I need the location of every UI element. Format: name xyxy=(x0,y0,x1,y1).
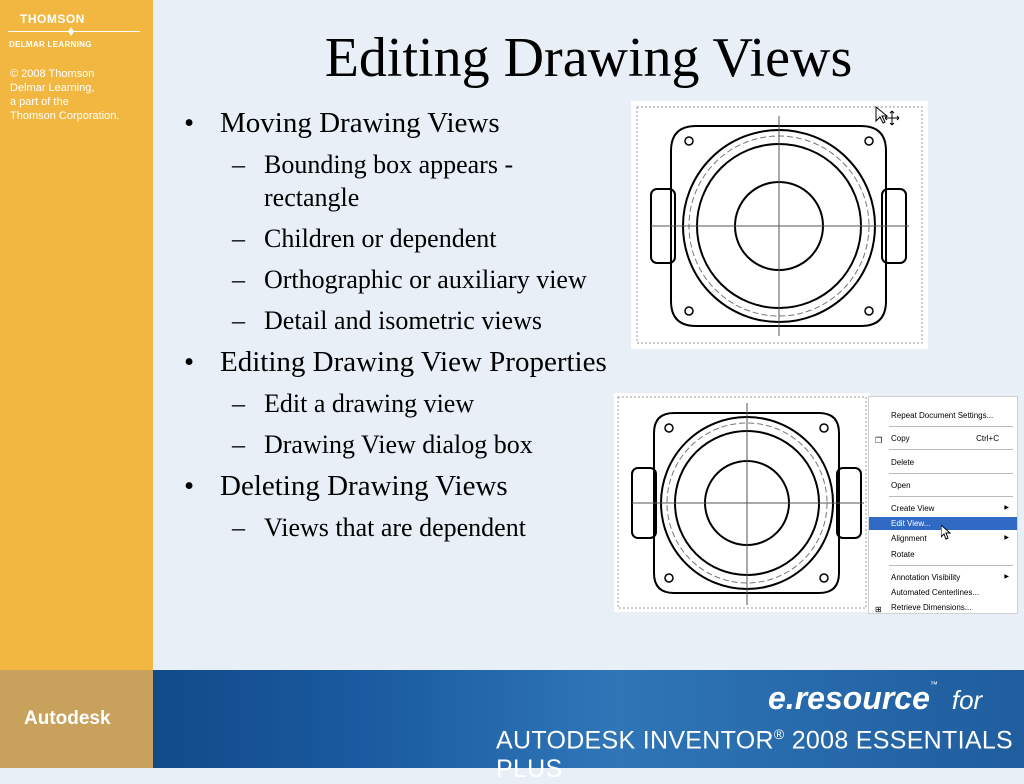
drawing-view-figure-move xyxy=(631,101,928,349)
bolt-hole xyxy=(665,424,673,432)
dimension-icon: ⊞ xyxy=(875,605,882,614)
menu-item-label: Edit View... xyxy=(891,519,931,528)
copyright-line: Delmar Learning, xyxy=(10,82,95,94)
eresource-logo xyxy=(768,680,982,717)
menu-separator xyxy=(889,496,1013,497)
menu-item-shortcut: Ctrl+C xyxy=(976,434,999,443)
menu-item-automated-centerlines[interactable] xyxy=(869,586,1017,599)
sub-bullet-text: Detail and isometric views xyxy=(264,306,542,335)
drawing-view-figure-edit xyxy=(614,393,870,612)
menu-item-repeat-document-settings[interactable] xyxy=(869,409,1017,422)
menu-item-create-view[interactable] xyxy=(869,502,1017,515)
copy-icon: ❐ xyxy=(875,436,883,445)
registered-symbol: ® xyxy=(773,726,785,742)
logo-diamond-icon xyxy=(68,27,74,36)
move-cursor-icon xyxy=(876,107,899,125)
bullet-item: • Editing Drawing View Properties xyxy=(184,345,614,379)
bullet-item: • Moving Drawing Views xyxy=(184,106,614,140)
menu-item-label: Annotation Visibility xyxy=(891,573,961,582)
bolt-hole xyxy=(820,574,828,582)
sub-bullet-item: – Edit a drawing view xyxy=(232,389,475,418)
menu-item-label: Create View xyxy=(891,504,935,513)
bolt-hole xyxy=(865,137,873,145)
menu-item-label: Open xyxy=(891,481,911,490)
menu-separator xyxy=(889,473,1013,474)
sidebar-panel xyxy=(0,0,153,670)
copyright-line: Thomson Corporation. xyxy=(10,110,120,122)
menu-item-open[interactable] xyxy=(869,479,1017,492)
menu-item-delete[interactable] xyxy=(869,456,1017,469)
sub-bullet-item: – Drawing View dialog box xyxy=(232,430,533,459)
footer-banner xyxy=(0,670,1024,784)
menu-item-label: Repeat Document Settings... xyxy=(891,411,994,420)
bolt-hole xyxy=(685,307,693,315)
bullet-list xyxy=(184,98,614,544)
product-name: AUTODESK INVENTOR xyxy=(496,726,774,755)
bolt-hole xyxy=(685,137,693,145)
sub-bullet-item: – Orthographic or auxiliary view xyxy=(232,265,587,294)
product-title xyxy=(496,726,1024,784)
sub-bullet-text: Drawing View dialog box xyxy=(264,430,533,459)
menu-item-label: Automated Centerlines... xyxy=(891,588,980,597)
drawing-view-move-svg xyxy=(631,101,928,349)
menu-item-label: Retrieve Dimensions... xyxy=(891,603,972,612)
bullet-item: • Deleting Drawing Views xyxy=(184,469,614,503)
eresource-for: for xyxy=(951,685,983,715)
submenu-arrow-icon: ▶ xyxy=(1004,505,1009,511)
drawing-view-edit-svg xyxy=(614,393,870,612)
autodesk-logo: Autodesk xyxy=(24,708,111,729)
menu-separator xyxy=(889,426,1013,427)
eresource-wordmark: e.resource xyxy=(768,680,930,716)
menu-item-retrieve-dimensions[interactable] xyxy=(869,601,1017,614)
bolt-hole xyxy=(820,424,828,432)
sub-bullet-item: – Children or dependent xyxy=(232,224,497,253)
context-menu xyxy=(868,396,1018,614)
mouse-pointer-icon xyxy=(941,525,951,541)
logo-divider xyxy=(8,31,140,32)
menu-item-rotate[interactable] xyxy=(869,548,1017,561)
menu-item-copy[interactable] xyxy=(869,432,1017,445)
submenu-arrow-icon: ▶ xyxy=(1004,574,1009,580)
copyright-line: a part of the xyxy=(10,96,69,108)
sub-bullet-text: Views that are dependent xyxy=(264,513,526,542)
sub-bullet-item: – Detail and isometric views xyxy=(232,306,542,335)
copyright-line: © 2008 Thomson xyxy=(10,68,95,80)
sub-bullet-text: Bounding box appears - rectangle xyxy=(264,150,514,212)
bolt-hole xyxy=(865,307,873,315)
trademark-symbol: ™ xyxy=(929,680,938,689)
sub-bullet-item: – Views that are dependent xyxy=(232,513,526,542)
slide-title: Editing Drawing Views xyxy=(324,27,853,89)
menu-item-label: Delete xyxy=(891,458,915,467)
sub-bullet-item: – Bounding box appears - rectangle xyxy=(232,150,514,212)
menu-item-label: Rotate xyxy=(891,550,915,559)
publisher-logo-bottom: DELMAR LEARNING xyxy=(9,40,92,49)
bolt-hole xyxy=(665,574,673,582)
menu-item-annotation-visibility[interactable] xyxy=(869,571,1017,584)
menu-separator xyxy=(889,449,1013,450)
product-edition: 2008 ESSENTIALS PLUS xyxy=(496,726,1013,784)
sub-bullet-text: Edit a drawing view xyxy=(264,389,475,418)
sub-bullet-text: Children or dependent xyxy=(264,224,497,253)
publisher-logo-top: THOMSON xyxy=(20,12,85,26)
menu-item-label: Alignment xyxy=(891,534,927,543)
copyright-notice xyxy=(10,67,119,123)
sub-bullet-text: Orthographic or auxiliary view xyxy=(264,265,587,294)
menu-item-label: Copy xyxy=(891,434,910,443)
submenu-arrow-icon: ▶ xyxy=(1004,535,1009,541)
menu-separator xyxy=(889,565,1013,566)
